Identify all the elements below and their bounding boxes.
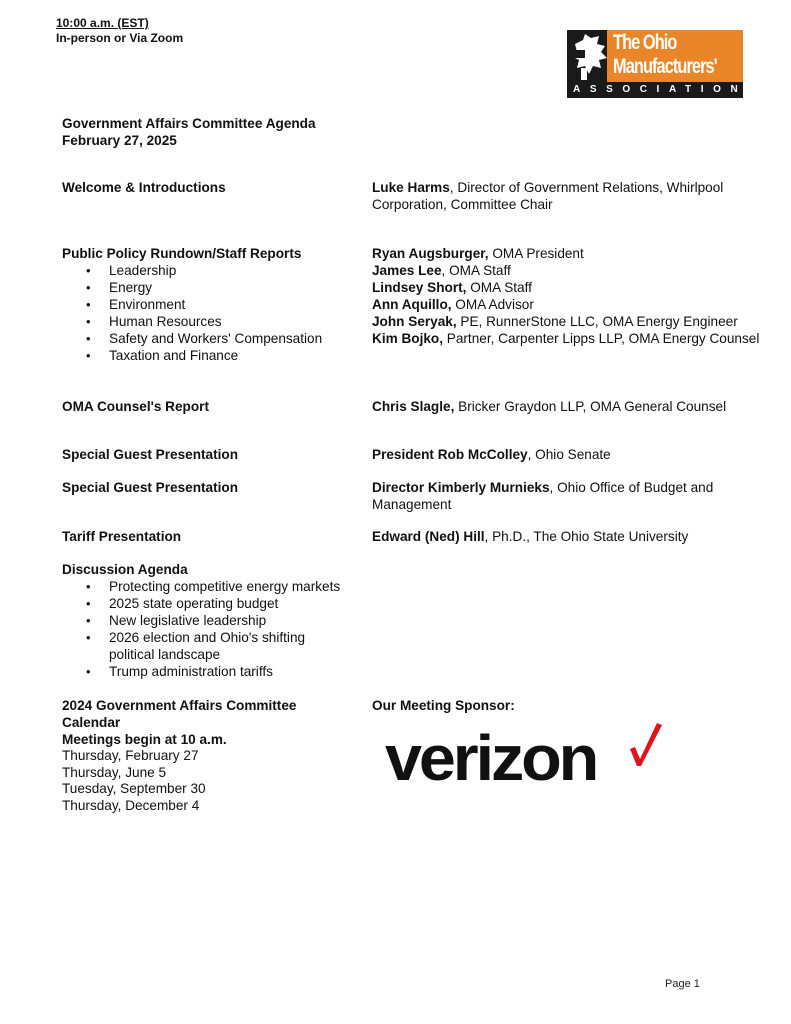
speaker-name: James Lee xyxy=(372,263,442,278)
tariff-speaker xyxy=(372,528,762,545)
counsel-speaker xyxy=(372,398,762,415)
agenda-title xyxy=(62,115,316,149)
welcome-label: Welcome & Introductions xyxy=(62,180,226,195)
speaker-detail: , OMA Staff xyxy=(441,263,511,278)
discussion-list xyxy=(62,578,342,680)
calendar-date: Thursday, June 5 xyxy=(62,764,167,780)
speaker xyxy=(372,279,762,296)
guest2-speaker xyxy=(372,479,762,513)
speaker-name: Ryan Augsburger, xyxy=(372,246,489,261)
discussion-section xyxy=(62,561,342,680)
agenda-title-line1: Government Affairs Committee Agenda xyxy=(62,116,316,131)
welcome-speaker xyxy=(372,179,762,213)
policy-section xyxy=(62,245,322,364)
list-item: • Energy xyxy=(62,279,322,296)
calendar-date: Thursday, December 4 xyxy=(62,797,200,813)
discussion-label: Discussion Agenda xyxy=(62,562,188,577)
speaker-detail: PE, RunnerStone LLC, OMA Energy Engineer xyxy=(456,314,738,329)
guest1-label: Special Guest Presentation xyxy=(62,447,239,462)
speaker-name: Edward (Ned) Hill xyxy=(372,529,485,544)
calendar-section xyxy=(62,697,332,814)
list-item: • Leadership xyxy=(62,262,322,279)
oma-logo xyxy=(567,30,748,98)
speaker-name: John Seryak, xyxy=(372,314,457,329)
logo-association: ASSOCIATION xyxy=(573,84,748,95)
speaker-detail: , Ohio Office of Budget and Management xyxy=(372,480,714,512)
list-item: • Protecting competitive energy markets xyxy=(62,578,342,595)
list-item: • Safety and Workers' Compensation xyxy=(62,330,322,347)
policy-label: Public Policy Rundown/Staff Reports xyxy=(62,246,302,261)
speaker-name: President Rob McColley xyxy=(372,447,528,462)
tariff-label: Tariff Presentation xyxy=(62,529,182,544)
speaker-name: Lindsey Short, xyxy=(372,280,467,295)
checkmark-icon xyxy=(627,721,663,767)
speaker-detail: , Ohio Senate xyxy=(527,447,611,462)
agenda-date: February 27, 2025 xyxy=(62,133,177,148)
calendar-title: 2024 Government Affairs Committee Calendar xyxy=(62,698,297,730)
verizon-logo xyxy=(385,718,675,798)
list-item: • New legislative leadership xyxy=(62,612,342,629)
speaker-detail: Partner, Carpenter Lipps LLP, OMA Energy Counsel xyxy=(443,331,760,346)
meeting-time: 10:00 a.m. (EST) xyxy=(56,16,149,30)
speaker-name: Ann Aquillo, xyxy=(372,297,452,312)
speaker-name: Kim Bojko, xyxy=(372,331,443,346)
logo-name-line1: The Ohio xyxy=(613,31,677,54)
speaker xyxy=(372,330,762,347)
verizon-wordmark: verizon xyxy=(385,722,597,794)
list-item: • Trump administration tariffs xyxy=(62,663,342,680)
list-item: • Environment xyxy=(62,296,322,313)
list-item: • 2025 state operating budget xyxy=(62,595,342,612)
speaker xyxy=(372,262,762,279)
policy-list xyxy=(62,262,322,364)
gear-icon xyxy=(569,32,609,82)
speaker-detail: Bricker Graydon LLP, OMA General Counsel xyxy=(454,399,727,414)
calendar-date: Tuesday, September 30 xyxy=(62,781,206,796)
policy-speakers xyxy=(372,245,762,347)
calendar-subtitle: Meetings begin at 10 a.m. xyxy=(62,732,227,747)
sponsor-label: Our Meeting Sponsor: xyxy=(372,698,515,713)
speaker-name: Director Kimberly Murnieks xyxy=(372,480,550,495)
guest2-label: Special Guest Presentation xyxy=(62,480,239,495)
speaker xyxy=(372,313,762,330)
list-item: • 2026 election and Ohio's shifting political landscape xyxy=(62,629,342,663)
meeting-mode: In-person or Via Zoom xyxy=(56,31,184,45)
speaker-detail: , Ph.D., The Ohio State University xyxy=(484,529,689,544)
speaker-name: Chris Slagle, xyxy=(372,399,455,414)
logo-name xyxy=(613,31,717,79)
calendar-date: Thursday, February 27 xyxy=(62,748,199,763)
speaker xyxy=(372,245,762,262)
list-item: • Taxation and Finance xyxy=(62,347,322,364)
logo-name-line2: Manufacturers' xyxy=(613,55,717,78)
speaker-name: Luke Harms xyxy=(372,180,450,195)
counsel-label: OMA Counsel's Report xyxy=(62,399,209,414)
speaker-detail: OMA Advisor xyxy=(451,297,534,312)
page-number: Page 1 xyxy=(665,978,700,990)
list-item: • Human Resources xyxy=(62,313,322,330)
guest1-speaker xyxy=(372,446,762,463)
speaker-detail: , Director of Government Relations, Whirlpool Corporation, Committee Chair xyxy=(372,180,724,212)
speaker-detail: OMA Staff xyxy=(466,280,532,295)
speaker xyxy=(372,296,762,313)
speaker-detail: OMA President xyxy=(488,246,584,261)
